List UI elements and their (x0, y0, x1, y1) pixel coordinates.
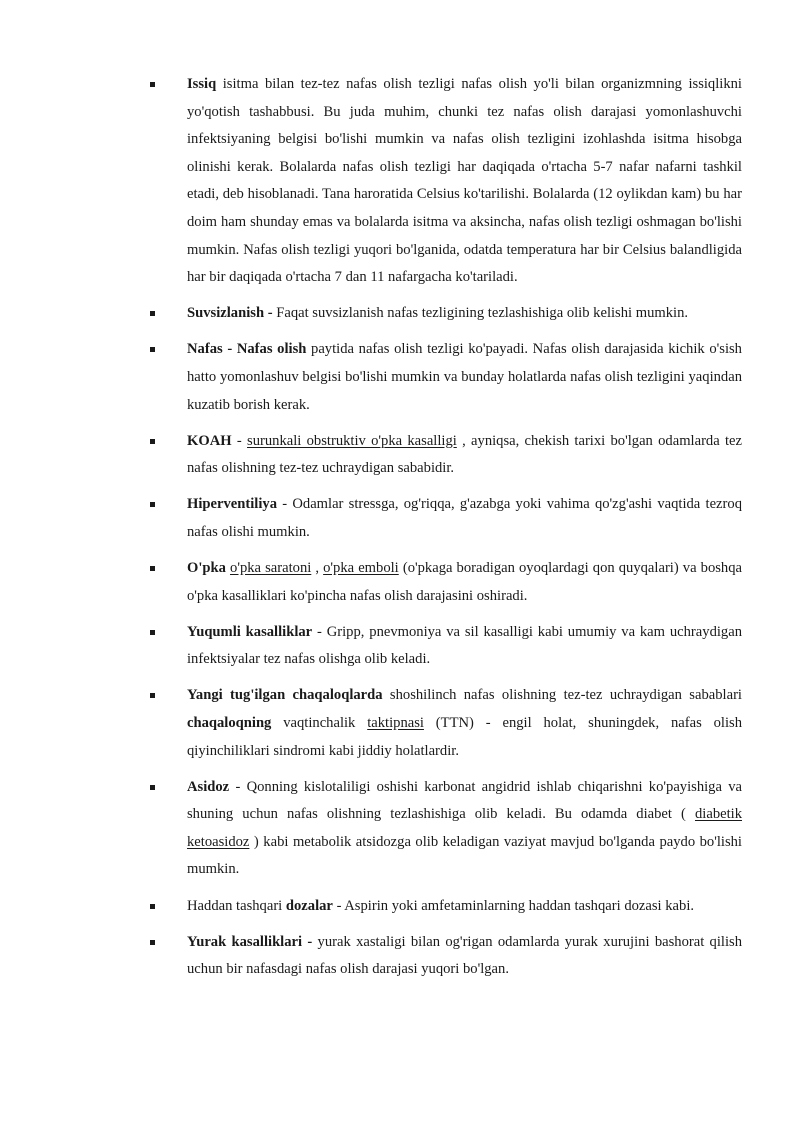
square-bullet-icon (150, 904, 155, 909)
inline-link[interactable]: o'pka saratoni (230, 560, 312, 576)
item-text: , (311, 560, 324, 576)
square-bullet-icon (150, 82, 155, 87)
item-text: ) kabi metabolik atsidozga olib keladigan vaziyat mavjud bo'lganda paydo bo'lishi mumkin. (187, 833, 742, 878)
list-item (150, 491, 742, 546)
bold-term: Yangi tug'ilgan chaqaloqlarda (187, 687, 383, 704)
square-bullet-icon (150, 439, 155, 444)
list-item (150, 428, 742, 483)
square-bullet-icon (150, 502, 155, 507)
item-text: yurak xastaligi bilan og'rigan odamlarda yurak xurujini bashorat qilish uchun bir nafasdagi nafas olish darajasi yuqori bo'lgan. (187, 933, 742, 978)
list-item (150, 893, 742, 921)
list-item (150, 929, 742, 984)
square-bullet-icon (150, 785, 155, 790)
item-text: Haddan tashqari (187, 897, 286, 914)
item-text: - Odamlar stressga, og'riqqa, g'azabga yoki vahima qo'zg'ashi vaqtida tezroq nafas olishi mumkin. (187, 496, 742, 540)
bold-term: KOAH (187, 432, 232, 449)
bold-term: dozalar (285, 897, 333, 914)
item-text: paytida nafas olish tezligi ko'payadi. Nafas olish darajasida kichik o'sish hatto yomonlashuv belgisi bo'lishi mumkin va bunday holatlarda nafas olish tezligini yaqindan kuzatib borish kerak. (187, 341, 742, 413)
list-item (150, 336, 742, 419)
bullet-list (150, 71, 742, 992)
list-item (150, 619, 742, 674)
item-text: , ayniqsa, chekish tarixi bo'lgan odamlarda tez nafas olishning tez-tez uchraydigan sababidir. (187, 432, 742, 477)
list-item (150, 774, 742, 884)
inline-link[interactable]: surunkali obstruktiv o'pka kasalligi (247, 432, 457, 449)
bold-term: Issiq (187, 76, 217, 92)
square-bullet-icon (150, 566, 155, 571)
item-text: - Gripp, pnevmoniya va sil kasalligi kabi umumiy va kam uchraydigan infektsiyalar tez nafas olishga olib keladi. (187, 623, 742, 668)
bold-term: Hiperventiliya (187, 496, 277, 513)
inline-link[interactable]: diabetik ketoasidoz (187, 806, 742, 850)
bold-term: Suvsizlanish - (187, 305, 273, 322)
bold-term: Nafas - Nafas olish (187, 341, 307, 358)
square-bullet-icon (150, 347, 155, 352)
item-text: shoshilinch nafas olishning tez-tez uchraydigan sabablari (382, 687, 742, 704)
square-bullet-icon (150, 630, 155, 635)
inline-link[interactable]: taktipnasi (367, 714, 424, 731)
list-item (150, 555, 742, 610)
bold-term: Asidoz (187, 778, 230, 795)
item-text: Faqat suvsizlanish nafas tezligining tezlashishiga olib kelishi mumkin. (272, 305, 689, 322)
bold-term: O'pka (187, 560, 226, 576)
item-text: isitma bilan tez-tez nafas olish tezligi nafas olish yo'li bilan organizmning issiqlikni yo'qotish tashabbusi. Bu juda muhim, chunki tez nafas olish darajasi yomonlashuvchi infektsiyaning belgisi bo'lishi mumkin va nafas olish tezligini izohlashda isitma hisobga olinishi kerak. Bolalarda nafas olish tezligi har daqiqada o'rtacha 5-7 nafar nafarni tashkil etadi, deb hisoblanadi. Tana haroratida Celsius ko'tarilishi. Bolalarda (12 oylikdan kam) bu har doim ham shunday emas va bolalarda isitma va aksincha, nafas olish tezligi oshmagan bo'lishi mumkin. Nafas olish tezligi yuqori bo'lganida, odatda temperatura har bir Celsius balandligida har bir daqiqada o'rtacha 7 dan 11 nafargacha ko'tariladi. (187, 76, 742, 286)
inline-link[interactable]: o'pka emboli (323, 560, 399, 576)
bold-term: chaqaloqning (187, 714, 272, 731)
square-bullet-icon (150, 693, 155, 698)
item-text: vaqtinchalik (271, 714, 368, 731)
item-text: (o'pkaga boradigan oyoqlardagi qon quyqalari) va boshqa o'pka kasalliklari ko'pincha nafas olish darajasini oshiradi. (187, 560, 742, 604)
bold-term: Yurak kasalliklari - (187, 933, 313, 950)
list-item (150, 682, 742, 765)
item-text: - Qonning kislotaliligi oshishi karbonat angidrid ishlab chiqarishni ko'payishiga va shuning uchun nafas olishning tezlashishiga olib keladi. Bu odamda diabet ( (187, 778, 742, 823)
item-text: - (231, 432, 248, 449)
bold-term: Yuqumli kasalliklar (187, 623, 313, 640)
square-bullet-icon (150, 311, 155, 316)
item-text: - Aspirin yoki amfetaminlarning haddan tashqari dozasi kabi. (332, 897, 695, 914)
item-text: (TTN) - engil holat, shuningdek, nafas olish qiyinchiliklari sindromi kabi jiddiy holatlardir. (187, 714, 742, 759)
list-item (150, 300, 742, 328)
list-item (150, 71, 742, 292)
square-bullet-icon (150, 940, 155, 945)
